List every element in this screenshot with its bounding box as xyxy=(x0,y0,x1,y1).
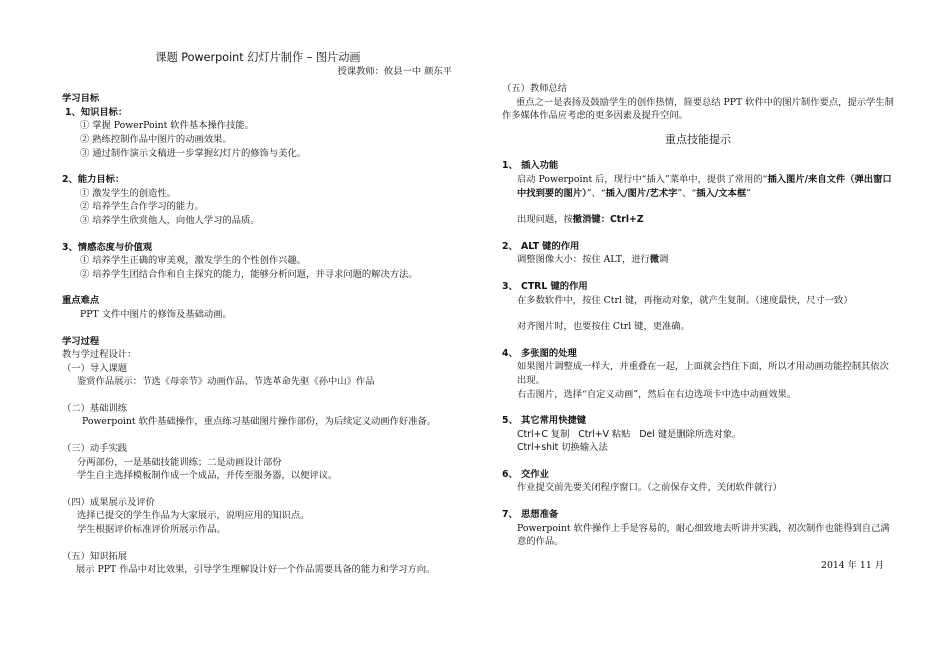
ability-item: ③ 培养学生欣赏他人，向他人学习的品质。 xyxy=(80,214,260,226)
tip-5-heading: 5、 其它常用快捷键 xyxy=(502,415,587,427)
tip-7-heading: 7、 思想准备 xyxy=(502,509,559,521)
section-3-heading: （三）动手实践 xyxy=(62,443,128,455)
tip-6-heading: 6、 交作业 xyxy=(502,468,549,480)
process-intro: 教与学过程设计： xyxy=(62,349,137,361)
emotion-heading: 3、情感态度与价值观 xyxy=(62,241,153,253)
section-1-text: 鉴赏作品展示：节选《母亲节》动画作品、节选革命先驱《孙中山》作品 xyxy=(77,376,375,388)
undo-shortcut: 撤消键：Ctrl+Z xyxy=(572,214,644,226)
ability-item: ② 培养学生合作学习的能力。 xyxy=(80,201,204,213)
keypoints-heading: 重点难点 xyxy=(62,295,100,307)
tip-6-text: 作业提交前先要关闭程序窗口。（之前保存文件，关闭软件就行） xyxy=(517,482,782,494)
knowledge-item: ③ 通过制作演示文稿进一步掌握幻灯片的修饰与美化。 xyxy=(80,147,307,159)
emotion-item: ② 培养学生团结合作和自主探究的能力，能够分析问题，并寻求问题的解决方法。 xyxy=(80,268,418,280)
tip-1-bold-b: 插入/图片/艺术字 xyxy=(605,187,678,199)
tip-1-heading: 1、 插入功能 xyxy=(502,160,559,172)
ability-heading: 2、能力目标： xyxy=(62,174,125,186)
section-5-heading: （五）知识拓展 xyxy=(62,550,128,562)
emotion-item: ① 培养学生正确的审美观，激发学生的个性创作兴趣。 xyxy=(80,255,307,267)
section-4-heading: （四）成果展示及评价 xyxy=(62,496,155,508)
summary-text: 重点之一是表扬及鼓励学生的创作热情，简要总结 PPT 软件中的图片制作要点，提示学生制作多媒体作品应考虑的更多因素及提升空间。 xyxy=(502,96,894,122)
date-line: 2014 年 11 月 xyxy=(821,559,884,571)
summary-heading: （五）教师总结 xyxy=(502,83,568,94)
tip-7-text: Powerpoint 软件操作上手是容易的，耐心细致地去听讲并实践，初次制作也能得到自己满意的作品。 xyxy=(517,522,890,548)
section-2-text: Powerpoint 软件基础操作，重点练习基础图片操作部份，为后续定义动画作好准备。 xyxy=(82,416,437,428)
section-3-line: 分两部份，一是基础技能训练；二是动画设计部份 xyxy=(77,456,282,468)
tip-3-line-1: 在多数软件中，按住 Ctrl 键，再拖动对象，就产生复制。（速度最快，尺寸一致） xyxy=(517,294,853,306)
process-heading: 学习过程 xyxy=(62,335,100,347)
tip-2-heading: 2、 ALT 键的作用 xyxy=(502,240,580,252)
knowledge-heading: 1、知识目标： xyxy=(65,106,128,118)
tip-1-text: 启动 Powerpoint 后，现行中“插入”菜单中，提供了常用的“插入图片/来自文件（弹出窗口中找到要的图片）”、“插入/图片/艺术字”、“插入/文本框” xyxy=(517,173,892,199)
right-column xyxy=(502,0,894,572)
tip-1-bold-c: 插入/文本框 xyxy=(696,187,747,199)
goals-heading: 学习目标 xyxy=(62,93,100,105)
tip-4-heading: 4、 多张图的处理 xyxy=(502,347,577,359)
tip-4-line-2: 右击图片，选择“自定义动画”，然后在右边选项卡中选中动画效果。 xyxy=(517,388,797,400)
ability-item: ① 激发学生的创造性。 xyxy=(80,187,176,199)
section-3-line: 学生自主选择模板制作成一个成品，并传至服务器，以便评议。 xyxy=(77,470,338,482)
tip-3-line-2: 对齐图片时，也要按住 Ctrl 键，更准确。 xyxy=(517,321,690,333)
knowledge-item: ① 掌握 PowerPoint 软件基本操作技能。 xyxy=(80,120,254,132)
tip-2-text: 调整图像大小：按住 ALT，进行微调 xyxy=(517,254,669,266)
page-title: 课题 Powerpoint 幻灯片制作 – 图片动画 xyxy=(155,51,361,64)
teacher-line: 授课教师：攸县一中 颜东平 xyxy=(337,65,452,77)
tips-heading: 重点技能提示 xyxy=(665,132,731,146)
section-1-heading: （一）导入课题 xyxy=(62,362,128,374)
section-4-line: 学生根据评价标准评价所展示作品。 xyxy=(77,524,226,536)
section-4-line: 选择已提交的学生作品为大家展示，说明应用的知识点。 xyxy=(77,510,310,522)
tip-1-bold-a: 插入图片/来自文件（弹出窗口中找到要的图片） xyxy=(517,173,892,199)
section-5-text: 展示 PPT 作品中对比效果，引导学生理解设计好一个作品需要具备的能力和学习方向。 xyxy=(76,564,436,576)
knowledge-item: ② 熟练控制作品中图片的动画效果。 xyxy=(80,133,232,145)
section-2-heading: （二）基础训练 xyxy=(62,402,128,414)
keypoints-text: PPT 文件中图片的修饰及基础动画。 xyxy=(80,308,232,320)
tip-4-text: 如果图片调整成一样大，并重叠在一起，上面就会挡住下面，所以才用动画功能控制其依次出现。 xyxy=(517,361,889,386)
tip-5-line-2: Ctrl+shit 切换输入法 xyxy=(517,442,608,454)
tip-5-line-1: Ctrl+C 复制 Ctrl+V 粘贴 Del 键是删除所选对象。 xyxy=(517,428,742,440)
tip-1-line-2: 出现问题，按撤消键：Ctrl+Z xyxy=(517,214,644,226)
tip-3-heading: 3、 CTRL 键的作用 xyxy=(502,280,588,292)
left-column xyxy=(62,0,454,577)
